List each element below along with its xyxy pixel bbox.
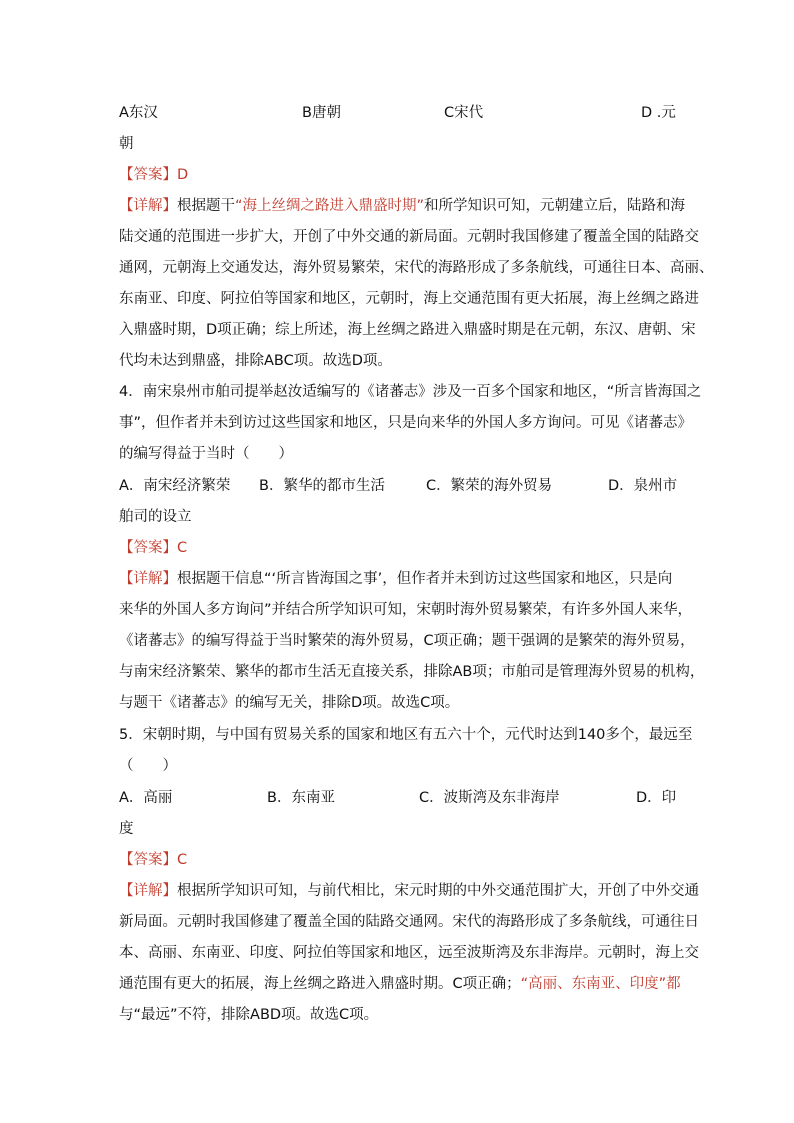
q4-options	[119, 476, 689, 496]
q4-answer	[119, 538, 689, 558]
q5-detail-line: 与“最远”不符，排除ABD项。故选C项。	[119, 1007, 379, 1023]
q4-option-c: C．繁荣的海外贸易	[426, 478, 553, 494]
q4-stem-line: 事”，但作者并未到访过这些国家和地区，只是向来华的外国人多方询问。可见《诸蕃志》	[119, 415, 693, 431]
answer-value: D	[177, 167, 189, 183]
q3-detail-line-1	[119, 196, 689, 216]
detail-quote: “海上丝绸之路进入鼎盛时期”	[235, 198, 425, 214]
q4-detail-line: 来华的外国人多方询问”并结合所学知识可知，宋朝时海外贸易繁荣，有许多外国人来华，	[119, 602, 693, 618]
q5-detail-line: 新局面。元朝时我国修建了覆盖全国的陆路交通网。宋代的海路形成了多条航线，可通往日	[119, 914, 699, 930]
q4-option-d: D．泉州市	[608, 478, 678, 494]
q3-detail-line: 通网，元朝海上交通发达，海外贸易繁荣，宋代的海路形成了多条航线，可通往日本、高丽、	[119, 260, 714, 276]
q4-option-wrap: 舶司的设立	[119, 509, 192, 525]
q3-options	[119, 103, 689, 123]
q4-stem-line: 的编写得益于当时（ ）	[119, 446, 293, 462]
q5-options	[119, 788, 689, 808]
q3-detail-line: 入鼎盛时期，D项正确；综上所述，海上丝绸之路进入鼎盛时期是在元朝，东汉、唐朝、宋	[119, 322, 696, 338]
detail-tag: 【详解】	[119, 571, 177, 587]
detail-text: 根据所学知识可知，与前代相比，宋元时期的中外交通范围扩大，开创了中外交通	[177, 883, 699, 899]
answer-tag: 【答案】	[119, 540, 177, 556]
q4-option-a: A．南宋经济繁荣	[119, 478, 231, 494]
answer-tag: 【答案】	[119, 852, 177, 868]
q5-detail-line: 本、高丽、东南亚、印度、阿拉伯等国家和地区，远至波斯湾及东非海岸。元朝时，海上交	[119, 945, 699, 961]
q3-detail-line: 代均未达到鼎盛，排除ABC项。故选D项。	[119, 353, 392, 369]
q5-option-wrap: 度	[119, 821, 134, 837]
answer-value: C	[177, 540, 188, 556]
detail-text: 通范围有更大的拓展，海上丝绸之路进入鼎盛时期。C项正确；	[119, 976, 521, 992]
q4-detail-line-1	[119, 569, 689, 589]
q3-answer	[119, 165, 689, 185]
q4-option-b: B．繁华的都市生活	[259, 478, 385, 494]
detail-text: 和所学知识可知，元朝建立后，陆路和海	[424, 198, 686, 214]
detail-text: 根据题干信息“‘所言皆海国之事’，但作者并未到访过这些国家和地区，只是向	[177, 571, 673, 587]
detail-tag: 【详解】	[119, 198, 177, 214]
q4-stem-line: 4．南宋泉州市舶司提举赵汝适编写的《诸蕃志》涉及一百多个国家和地区，“所言皆海国之	[119, 384, 702, 400]
q3-option-c: C宋代	[444, 105, 484, 121]
q5-option-c: C．波斯湾及东非海岸	[419, 790, 560, 806]
detail-tag: 【详解】	[119, 883, 177, 899]
q5-option-b: B．东南亚	[267, 790, 335, 806]
detail-text: 根据题干	[177, 198, 235, 214]
q3-option-b: B唐朝	[302, 105, 341, 121]
q5-answer	[119, 850, 689, 870]
q5-detail-line-4	[119, 974, 689, 994]
q3-detail-line: 东南亚、印度、阿拉伯等国家和地区，元朝时，海上交通范围有更大拓展，海上丝绸之路进	[119, 291, 699, 307]
q3-option-wrap: 朝	[119, 136, 134, 152]
q3-option-a: A东汉	[119, 105, 158, 121]
q3-option-d: D .元	[641, 105, 676, 121]
answer-tag: 【答案】	[119, 167, 177, 183]
answer-value: C	[177, 852, 188, 868]
q3-detail-line: 陆交通的范围进一步扩大，开创了中外交通的新局面。元朝时我国修建了覆盖全国的陆路交	[119, 229, 699, 245]
q5-detail-line-1	[119, 881, 699, 901]
q5-stem-line: （ ）	[119, 758, 177, 774]
q4-detail-line: 与南宋经济繁荣、繁华的都市生活无直接关系，排除AB项；市舶司是管理海外贸易的机构，	[119, 664, 705, 680]
q5-stem-line: 5．宋朝时期，与中国有贸易关系的国家和地区有五六十个，元代时达到140多个，最远至	[119, 727, 693, 743]
detail-quote: “高丽、东南亚、印度”都	[520, 976, 681, 992]
q4-detail-line: 与题干《诸蕃志》的编写无关，排除D项。故选C项。	[119, 695, 460, 711]
q5-option-a: A．高丽	[119, 790, 173, 806]
q4-detail-line: 《诸蕃志》的编写得益于当时繁荣的海外贸易，C项正确；题干强调的是繁荣的海外贸易，	[119, 633, 695, 649]
q5-option-d: D．印	[636, 790, 677, 806]
